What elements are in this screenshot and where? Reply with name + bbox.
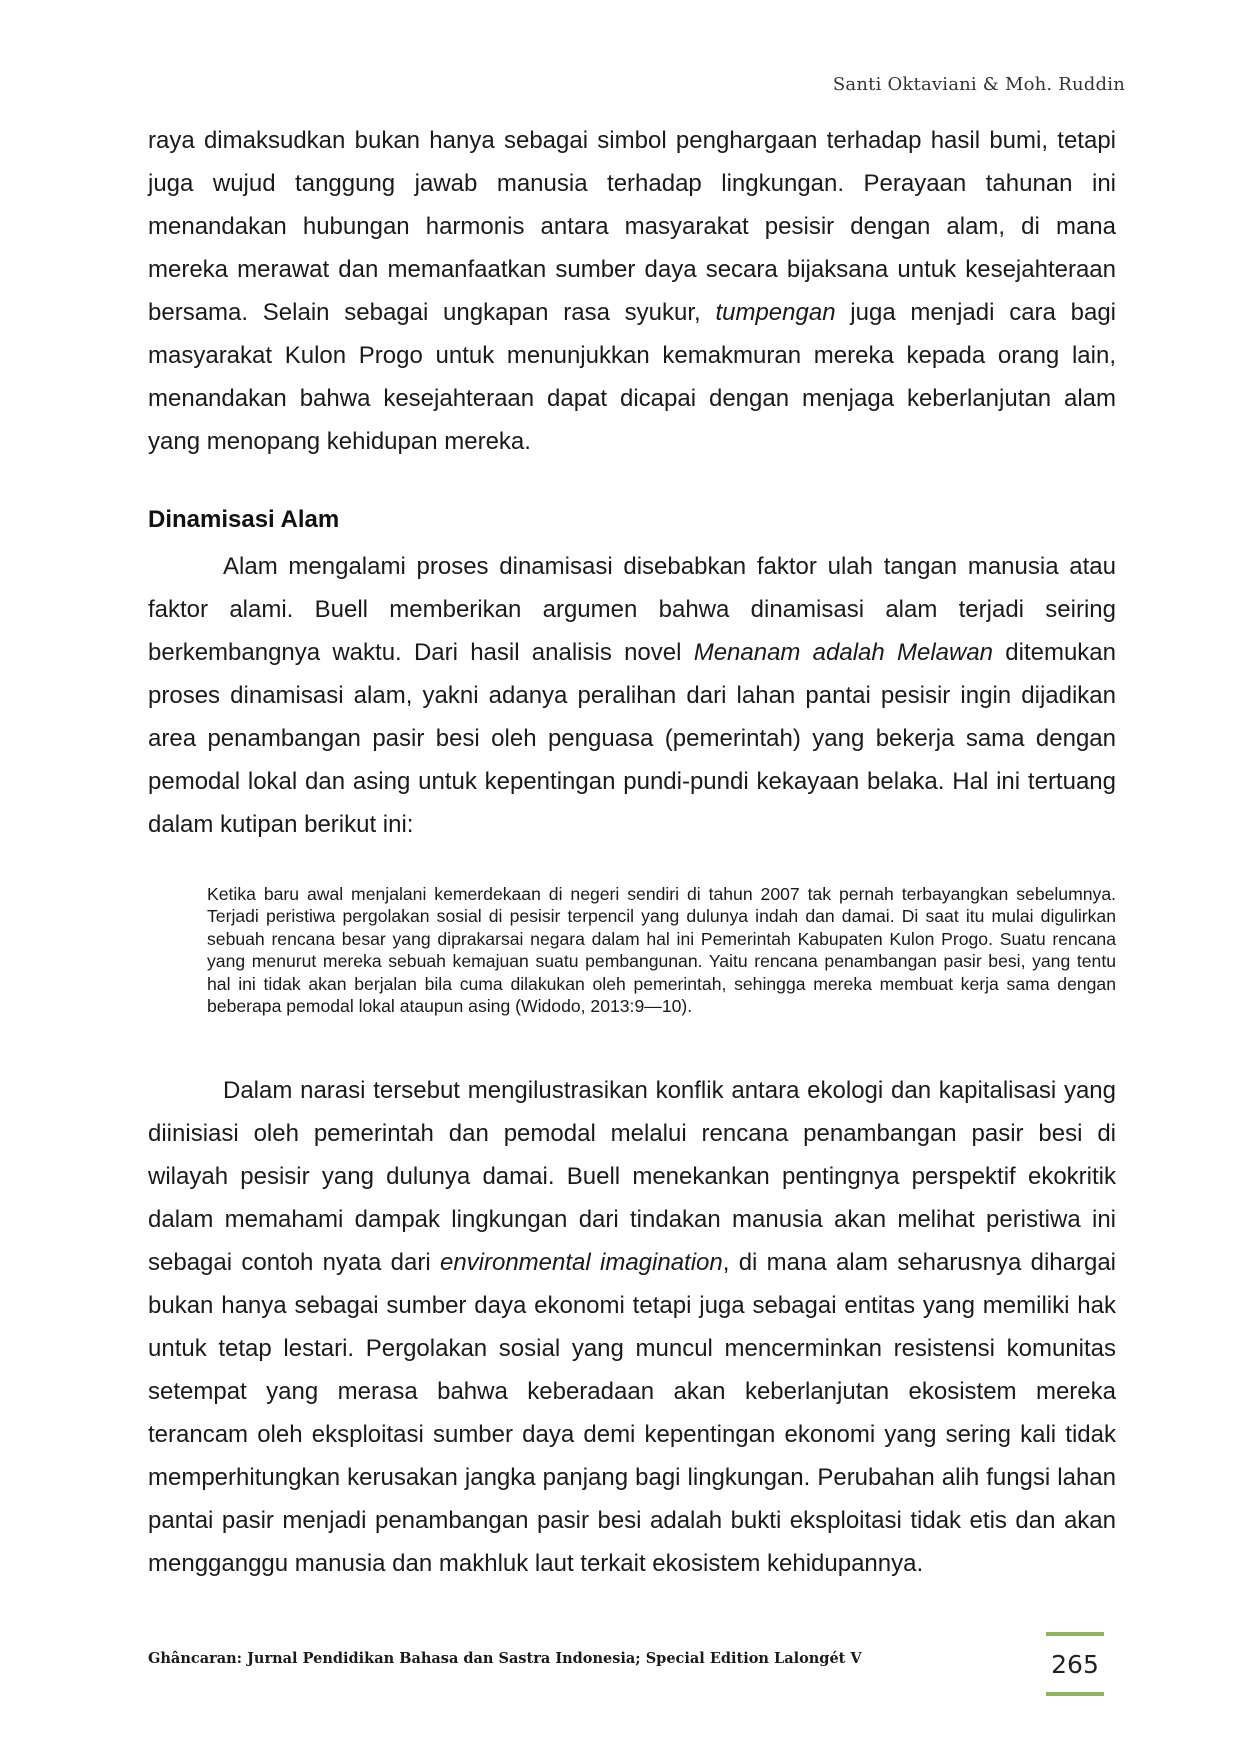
- body-paragraph-3: [148, 1069, 1116, 1585]
- section-heading: Dinamisasi Alam: [148, 506, 340, 533]
- running-header-authors: Santi Oktaviani & Moh. Ruddin: [832, 74, 1125, 95]
- italic-term: environmental imagination: [439, 1249, 723, 1276]
- paragraph-text: raya dimaksudkan bukan hanya sebagai simbol penghargaan terhadap hasil bumi, tetapi juga wujud tanggung jawab manusia terhadap lingkungan. Perayaan tahunan ini menandakan hubungan harmonis antara masyarakat pesisir dengan alam, di mana mereka merawat dan memanfaatkan sumber daya secara bijaksana untuk kesejahteraan bersama. Selain sebagai ungkapan rasa syukur,: [148, 127, 1116, 326]
- paragraph-text: , di mana alam seharusnya dihargai bukan hanya sebagai sumber daya ekonomi tetapi juga sebagai entitas yang memiliki hak untuk tetap lestari. Pergolakan sosial yang muncul mencerminkan resistensi komunitas setempat yang merasa bahwa keberadaan akan keberlanjutan ekosistem mereka terancam oleh eksploitasi sumber daya demi kepentingan ekonomi yang sering kali tidak memperhitungkan kerusakan jangka panjang bagi lingkungan. Perubahan alih fungsi lahan pantai pasir menjadi penambangan pasir besi adalah bukti eksploitasi tidak etis dan akan mengganggu manusia dan makhluk laut terkait ekosistem kehidupannya.: [148, 1249, 1117, 1577]
- paragraph-text: juga menjadi cara bagi masyarakat Kulon Progo untuk menunjukkan kemakmuran mereka kepada orang lain, menandakan bahwa kesejahteraan dapat dicapai dengan menjaga keberlanjutan alam yang menopang kehidupan mereka.: [148, 299, 1117, 455]
- paragraph-text: Dalam narasi tersebut mengilustrasikan konflik antara ekologi dan kapitalisasi yang diinisiasi oleh pemerintah dan pemodal melalui rencana penambangan pasir besi di wilayah pesisir yang dulunya damai. Buell menekankan pentingnya perspektif ekokritik dalam memahami dampak lingkungan dari tindakan manusia akan melihat peristiwa ini sebagai contoh nyata dari: [148, 1077, 1116, 1276]
- italic-novel-title: Menanam adalah Melawan: [693, 639, 994, 666]
- paragraph-text: Alam mengalami proses dinamisasi disebabkan faktor ulah tangan manusia atau faktor alami. Buell memberikan argumen bahwa dinamisasi alam terjadi seiring berkembangnya waktu. Dari hasil analisis novel: [148, 553, 1116, 666]
- page-number-box: [1046, 1632, 1104, 1696]
- block-quotation: Ketika baru awal menjalani kemerdekaan di negeri sendiri di tahun 2007 tak pernah terbayangkan sebelumnya. Terjadi peristiwa pergolakan sosial di pesisir terpencil yang dulunya indah dan damai. Di saat itu mulai digulirkan sebuah rencana besar yang diprakarsai negara dalam hal ini Pemerintah Kabupaten Kulon Progo. Suatu rencana yang menurut mereka sebuah kemajuan suatu pembangunan. Yaitu rencana penambangan pasir besi, yang tentu hal ini tidak akan berjalan bila cuma dilakukan oleh pemerintah, sehingga mereka membuat kerja sama dengan beberapa pemodal lokal ataupun asing (Widodo, 2013:9—10).: [207, 884, 1116, 1017]
- body-paragraph-1: [148, 119, 1116, 463]
- page-number: 265: [1051, 1649, 1099, 1679]
- body-paragraph-2: [148, 545, 1116, 846]
- footer-journal-title: Ghâncaran: Jurnal Pendidikan Bahasa dan Sastra Indonesia; Special Edition Lalongét V: [148, 1650, 862, 1667]
- italic-term: tumpengan: [715, 299, 836, 326]
- paragraph-text: ditemukan proses dinamisasi alam, yakni adanya peralihan dari lahan pantai pesisir ingin dijadikan area penambangan pasir besi oleh penguasa (pemerintah) yang bekerja sama dengan pemodal lokal dan asing untuk kepentingan pundi-pundi kekayaan belaka. Hal ini tertuang dalam kutipan berikut ini:: [148, 639, 1117, 838]
